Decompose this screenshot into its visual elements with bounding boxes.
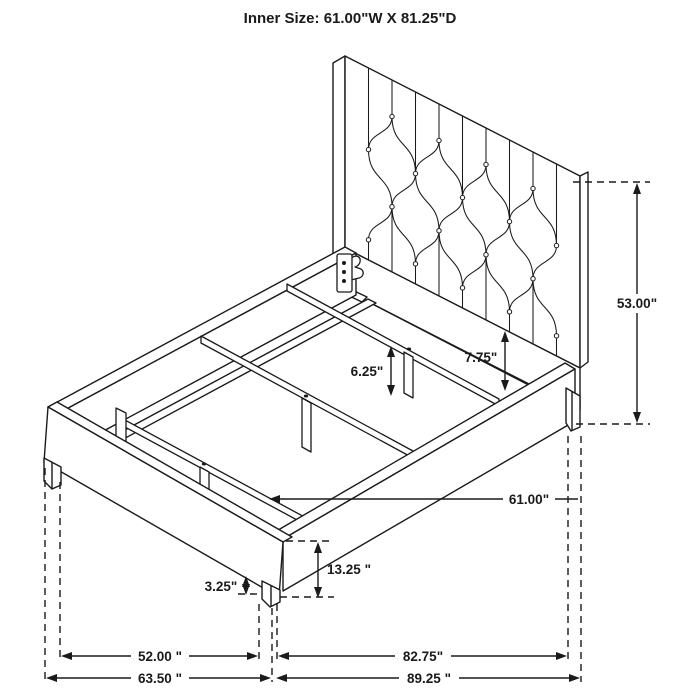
slat-head-leg bbox=[404, 352, 413, 398]
drawing-title: Inner Size: 61.00"W X 81.25"D bbox=[243, 10, 457, 27]
dimension-label-overall-width: 63.50 " bbox=[138, 671, 182, 686]
dimension-label-overall-depth: 89.25 " bbox=[407, 671, 451, 686]
dimension-label-inner-width: 61.00" bbox=[508, 492, 550, 507]
dimension-label-headboard-height: 53.00" bbox=[616, 296, 658, 311]
headboard-right-edge bbox=[580, 172, 588, 368]
dimension-label-foot-leg-height: 3.25" bbox=[204, 579, 238, 594]
dimension-label-rail-height: 7.75" bbox=[464, 350, 498, 365]
slat-middle-leg bbox=[302, 398, 311, 452]
dimension-label-footboard-height: 13.25 " bbox=[327, 562, 371, 577]
bracket-holes bbox=[342, 261, 346, 283]
dimension-label-inner-depth: 82.75" bbox=[402, 649, 444, 664]
dimension-label-inner-foot-width: 52.00 " bbox=[138, 649, 182, 664]
headboard-left-edge bbox=[333, 56, 345, 255]
dimension-label-slat-leg-height: 6.25" bbox=[350, 364, 384, 379]
